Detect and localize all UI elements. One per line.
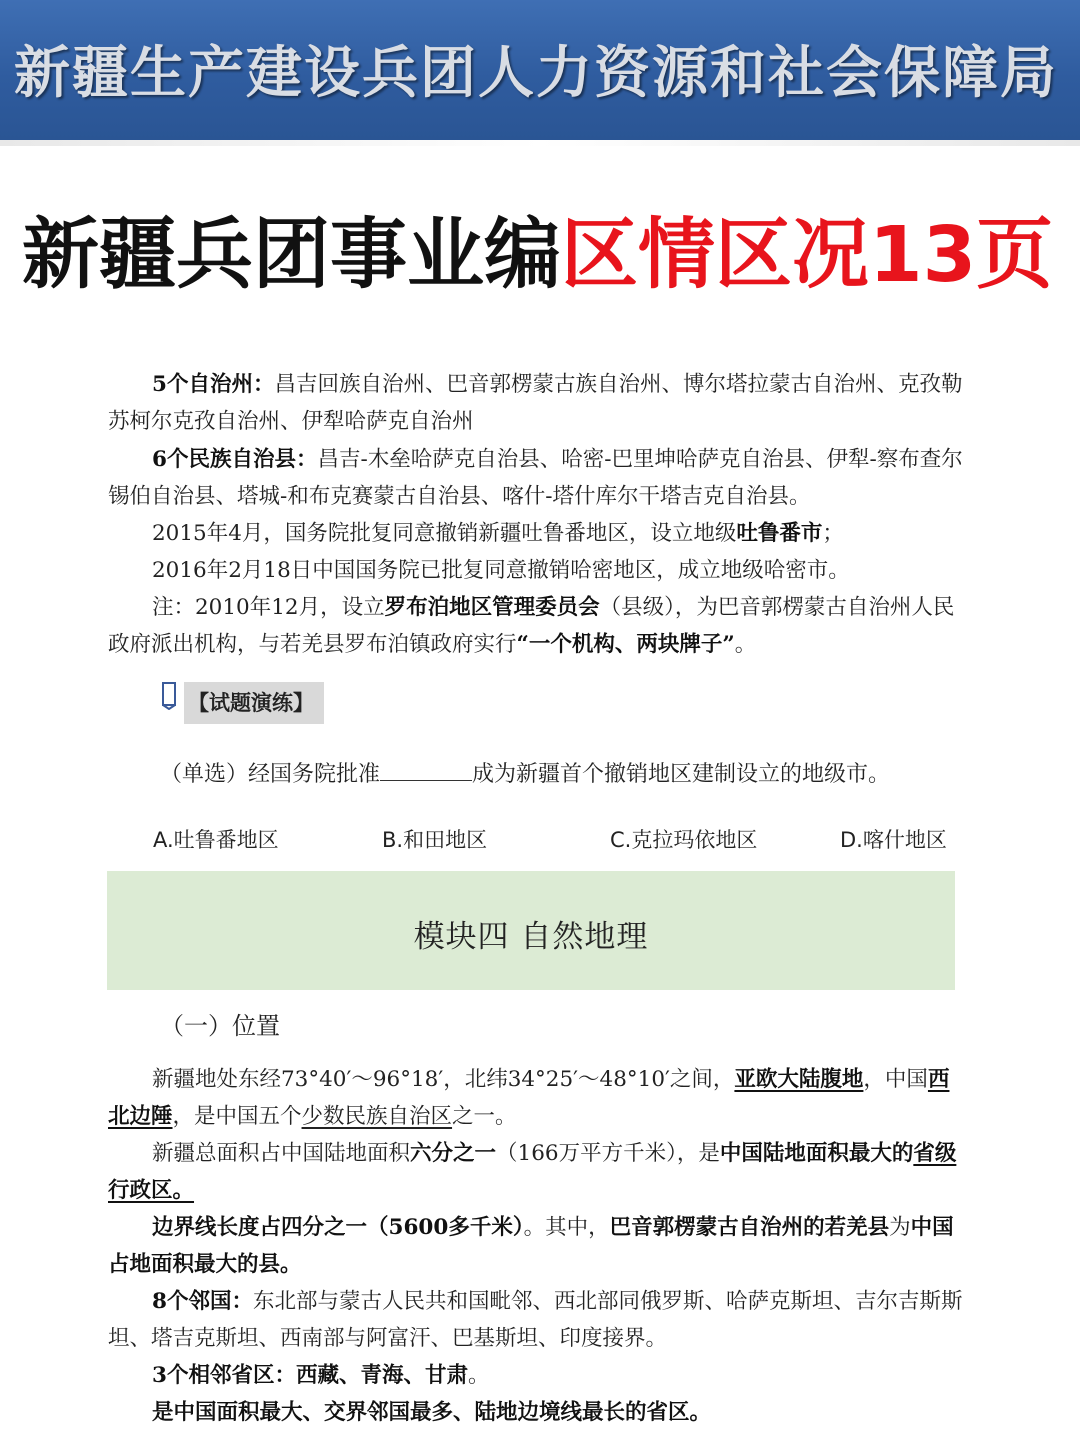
- text-border-b: 为: [889, 1215, 911, 1240]
- text-adjacent-end: 。: [467, 1363, 490, 1388]
- question-suffix: 成为新疆首个撤销地区建制设立的地级市。: [472, 762, 891, 787]
- text-location-d: 之一。: [452, 1104, 517, 1129]
- paragraph-turpan: [108, 515, 970, 552]
- label-autonomous-prefectures: 5个自治州：: [152, 372, 275, 397]
- text-neighbor-countries: 东北部与蒙古人民共和国毗邻、西北部同俄罗斯、哈萨克斯坦、吉尔吉斯斯坦、塔吉克斯坦、西南部与阿富汗、巴基斯坦、印度接界。: [108, 1289, 963, 1351]
- paragraph-lop-nur-note: [108, 589, 970, 663]
- bold-ruoqiang-county: 巴音郭楞蒙古自治州的若羌县: [609, 1215, 890, 1240]
- text-note-b: （县级），为巴音郭楞蒙古自治州人民政府派出机构，与若羌县罗布泊镇政府实行: [108, 595, 955, 657]
- underline-eurasia-heartland: 亚欧大陆腹地: [734, 1067, 864, 1092]
- paragraph-neighbors: [108, 1283, 970, 1357]
- exercise-label: 【试题演练】: [184, 682, 324, 724]
- paragraph-autonomous-counties: [108, 441, 970, 515]
- paragraph-location: [108, 1061, 970, 1135]
- question-prefix: （单选）经国务院批准: [160, 762, 381, 787]
- paragraph-adjacent-provinces: [108, 1357, 970, 1394]
- paragraph-summary: [108, 1394, 970, 1431]
- paragraph-autonomous-prefectures: [108, 366, 970, 440]
- answer-blank: [380, 752, 472, 781]
- bold-border-length: 边界线长度占四分之一（5600多千米）: [152, 1215, 524, 1240]
- text-location-c: ，是中国五个: [172, 1104, 302, 1129]
- text-autonomous-prefectures: 昌吉回族自治州、巴音郭楞蒙古族自治州、博尔塔拉蒙古自治州、克孜勒苏柯尔克孜自治州、伊犁哈萨克自治州: [108, 372, 963, 434]
- paragraph-hami: [108, 552, 970, 589]
- option-d[interactable]: D.喀什地区: [840, 828, 947, 852]
- bold-largest-land-area: 中国陆地面积最大的: [719, 1141, 914, 1166]
- text-area-b: （166万平方千米），是: [496, 1141, 720, 1166]
- text-border-a: 。其中，: [523, 1215, 610, 1240]
- label-neighbor-countries: 8个邻国：: [152, 1289, 253, 1314]
- paragraph-border: [108, 1209, 970, 1283]
- underline-northwest-frontier: 西北边陲: [108, 1067, 950, 1129]
- exercise-tag: [160, 680, 324, 724]
- text-turpan-end: ；: [822, 521, 844, 546]
- text-location-a: 新疆地处东经73°40′～96°18′，北纬34°25′～48°10′之间，: [152, 1067, 735, 1092]
- banner-divider: [0, 140, 1080, 146]
- bold-lop-nur-committee: 罗布泊地区管理委员会: [384, 595, 600, 620]
- option-c[interactable]: C.克拉玛依地区: [610, 828, 758, 852]
- option-b[interactable]: B.和田地区: [382, 828, 488, 852]
- page-title: [22, 206, 1072, 306]
- bold-largest-county: 中国占地面积最大的县。: [108, 1215, 954, 1277]
- label-adjacent-provinces: 3个相邻省区：: [152, 1363, 296, 1388]
- bookmark-icon: [160, 682, 178, 710]
- bold-summary: 是中国面积最大、交界邻国最多、陆地边境线最长的省区。: [152, 1400, 712, 1425]
- title-red-part: 区情区况13页: [561, 211, 1054, 300]
- text-location-b: ，中国: [863, 1067, 928, 1092]
- text-area-a: 新疆总面积占中国陆地面积: [152, 1141, 411, 1166]
- module-header: [107, 871, 955, 990]
- paragraph-area: [108, 1135, 970, 1209]
- text-note-a: 注：2010年12月，设立: [152, 595, 385, 620]
- header-banner: [0, 0, 1080, 140]
- bold-one-org-two-plates: “一个机构、两块牌子”: [516, 632, 735, 657]
- text-autonomous-counties: 昌吉-木垒哈萨克自治县、哈密-巴里坤哈萨克自治县、伊犁-察布查尔锡伯自治县、塔城-和布克赛蒙古自治县、喀什-塔什库尔干塔吉克自治县。: [108, 447, 963, 509]
- exercise-question: [160, 752, 980, 795]
- bold-turpan-city: 吐鲁番市: [736, 521, 823, 546]
- organization-name: 新疆生产建设兵团人力资源和社会保障局: [14, 41, 1058, 106]
- bold-one-sixth: 六分之一: [410, 1141, 497, 1166]
- text-adjacent-provinces: 西藏、青海、甘肃: [295, 1363, 468, 1388]
- label-autonomous-counties: 6个民族自治县：: [152, 447, 318, 472]
- underline-autonomous-region: 少数民族自治区: [301, 1104, 453, 1129]
- title-black-part: 新疆兵团事业编: [22, 211, 561, 300]
- text-note-end: 。: [734, 632, 757, 657]
- option-a[interactable]: A.吐鲁番地区: [153, 828, 279, 852]
- text-hami: 2016年2月18日中国国务院已批复同意撤销哈密地区，成立地级哈密市。: [152, 558, 850, 583]
- text-turpan: 2015年4月，国务院批复同意撤销新疆吐鲁番地区，设立地级: [152, 521, 737, 546]
- underline-provincial-region: 省级行政区。: [108, 1141, 957, 1203]
- module-title: 模块四 自然地理: [413, 919, 649, 955]
- section-heading-position: （一）位置: [160, 1012, 280, 1040]
